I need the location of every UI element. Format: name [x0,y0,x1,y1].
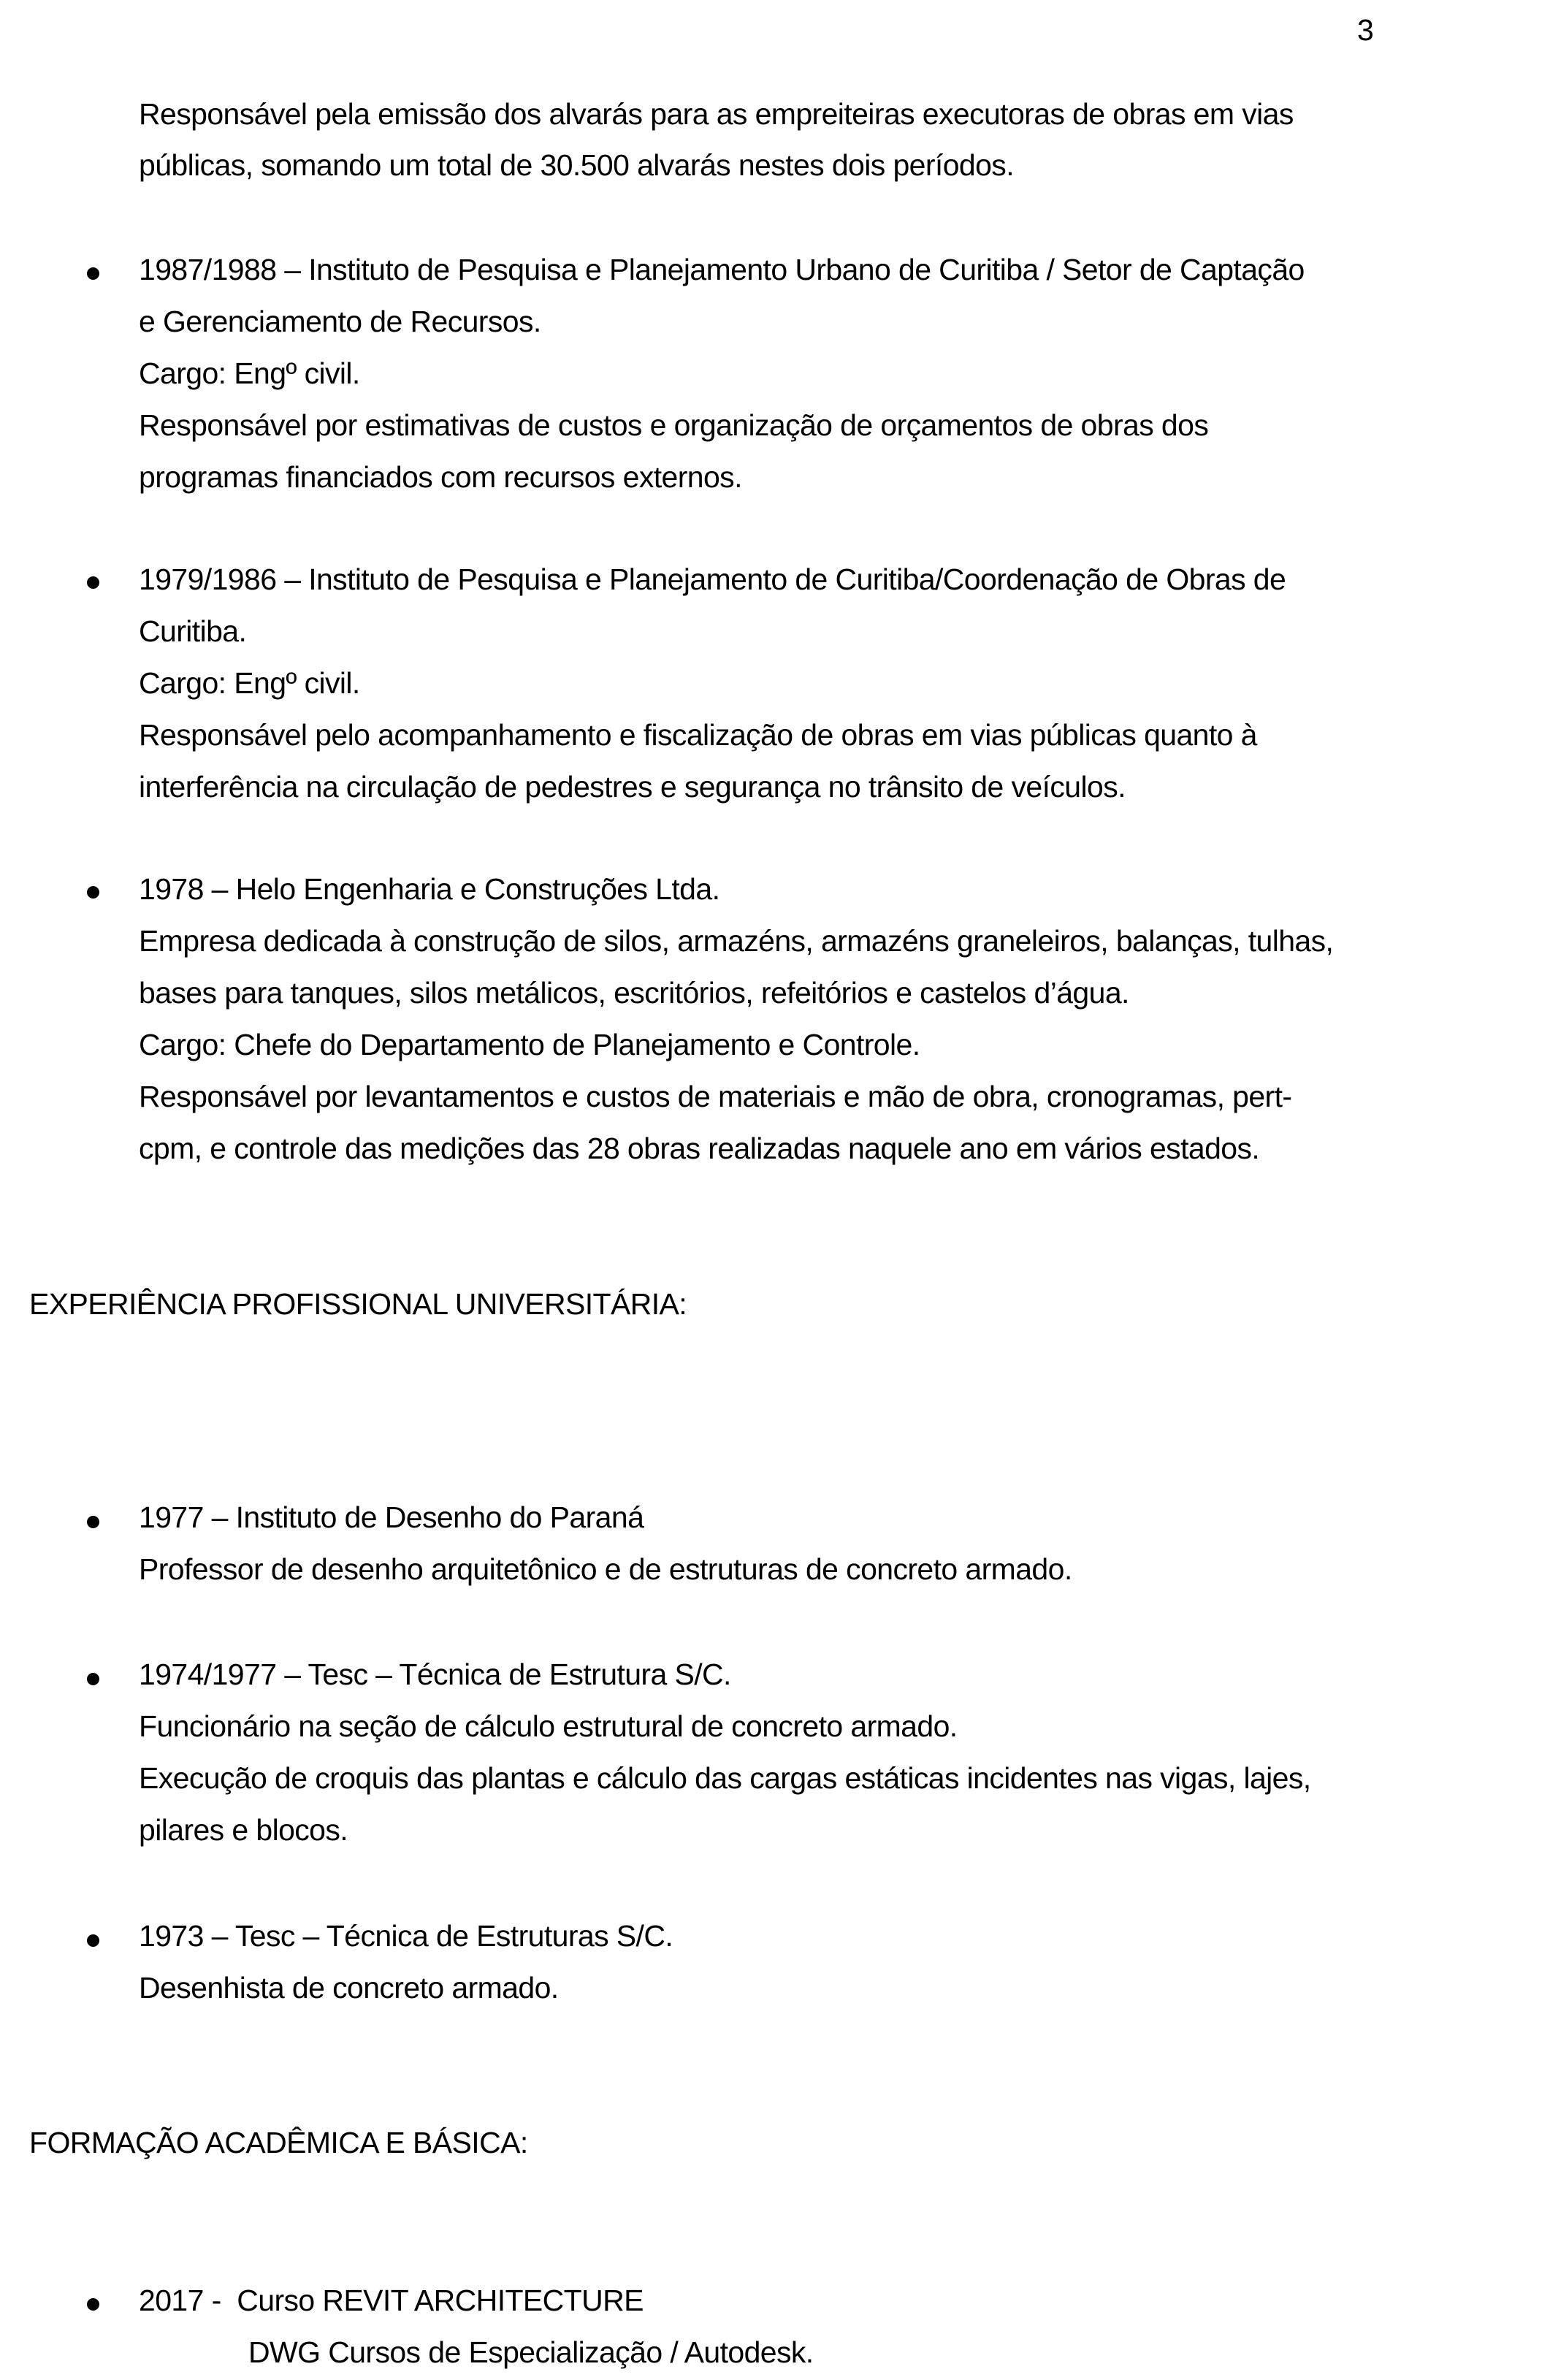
experience-title: 1987/1988 – Instituto de Pesquisa e Planejamento Urbano de Curitiba / Setor de Captação [139,253,1305,286]
bullet-icon [87,1673,99,1685]
intro-line: públicas, somando um total de 30.500 alvarás nestes dois períodos. [139,148,1014,182]
experience-line: e Gerenciamento de Recursos. [139,305,541,338]
university-item-title: 1977 – Instituto de Desenho do Paraná [139,1500,644,1534]
university-item-title: 1974/1977 – Tesc – Técnica de Estrutura S/C. [139,1658,731,1691]
bullet-icon [87,1516,99,1528]
intro-line: Responsável pela emissão dos alvarás para as empreiteiras executoras de obras em vias [139,97,1294,131]
experience-role: Cargo: Engº civil. [139,666,360,700]
page-number: 3 [1357,13,1374,47]
education-item-line: DWG Cursos de Especialização / Autodesk. [248,2335,814,2369]
experience-title: 1978 – Helo Engenharia e Construções Ltda. [139,872,720,906]
experience-line: bases para tanques, silos metálicos, escritórios, refeitórios e castelos d’água. [139,976,1129,1010]
experience-line: Responsável por estimativas de custos e organização de orçamentos de obras dos [139,408,1209,442]
experience-line: cpm, e controle das medições das 28 obras realizadas naquele ano em vários estados. [139,1132,1260,1165]
bullet-icon [87,886,99,899]
experience-line: Curitiba. [139,614,247,648]
university-item-line: pilares e blocos. [139,1813,348,1847]
experience-line: Responsável pelo acompanhamento e fiscalização de obras em vias públicas quanto à [139,718,1257,752]
experience-line: interferência na circulação de pedestres e segurança no trânsito de veículos. [139,770,1126,804]
university-item-line: Professor de desenho arquitetônico e de estruturas de concreto armado. [139,1552,1072,1586]
experience-role: Cargo: Engº civil. [139,356,360,390]
education-item-title: 2017 - Curso REVIT ARCHITECTURE [139,2284,644,2317]
bullet-icon [87,267,99,280]
bullet-icon [87,576,99,589]
university-item-line: Funcionário na seção de cálculo estrutural de concreto armado. [139,1709,958,1743]
experience-title: 1979/1986 – Instituto de Pesquisa e Planejamento de Curitiba/Coordenação de Obras de [139,562,1286,596]
bullet-icon [87,1934,99,1947]
university-item-line: Desenhista de concreto armado. [139,1971,559,2005]
experience-role: Cargo: Chefe do Departamento de Planejamento e Controle. [139,1028,920,1061]
experience-line: Empresa dedicada à construção de silos, armazéns, armazéns graneleiros, balanças, tulhas, [139,924,1334,958]
experience-line: Responsável por levantamentos e custos de materiais e mão de obra, cronogramas, pert- [139,1080,1292,1113]
university-item-line: Execução de croquis das plantas e cálculo das cargas estáticas incidentes nas vigas, lajes, [139,1761,1311,1795]
bullet-icon [87,2298,99,2311]
experience-line: programas financiados com recursos externos. [139,460,742,494]
university-item-title: 1973 – Tesc – Técnica de Estruturas S/C. [139,1919,673,1953]
section-heading: EXPERIÊNCIA PROFISSIONAL UNIVERSITÁRIA: [29,1287,687,1321]
section-heading: FORMAÇÃO ACADÊMICA E BÁSICA: [29,2126,528,2159]
